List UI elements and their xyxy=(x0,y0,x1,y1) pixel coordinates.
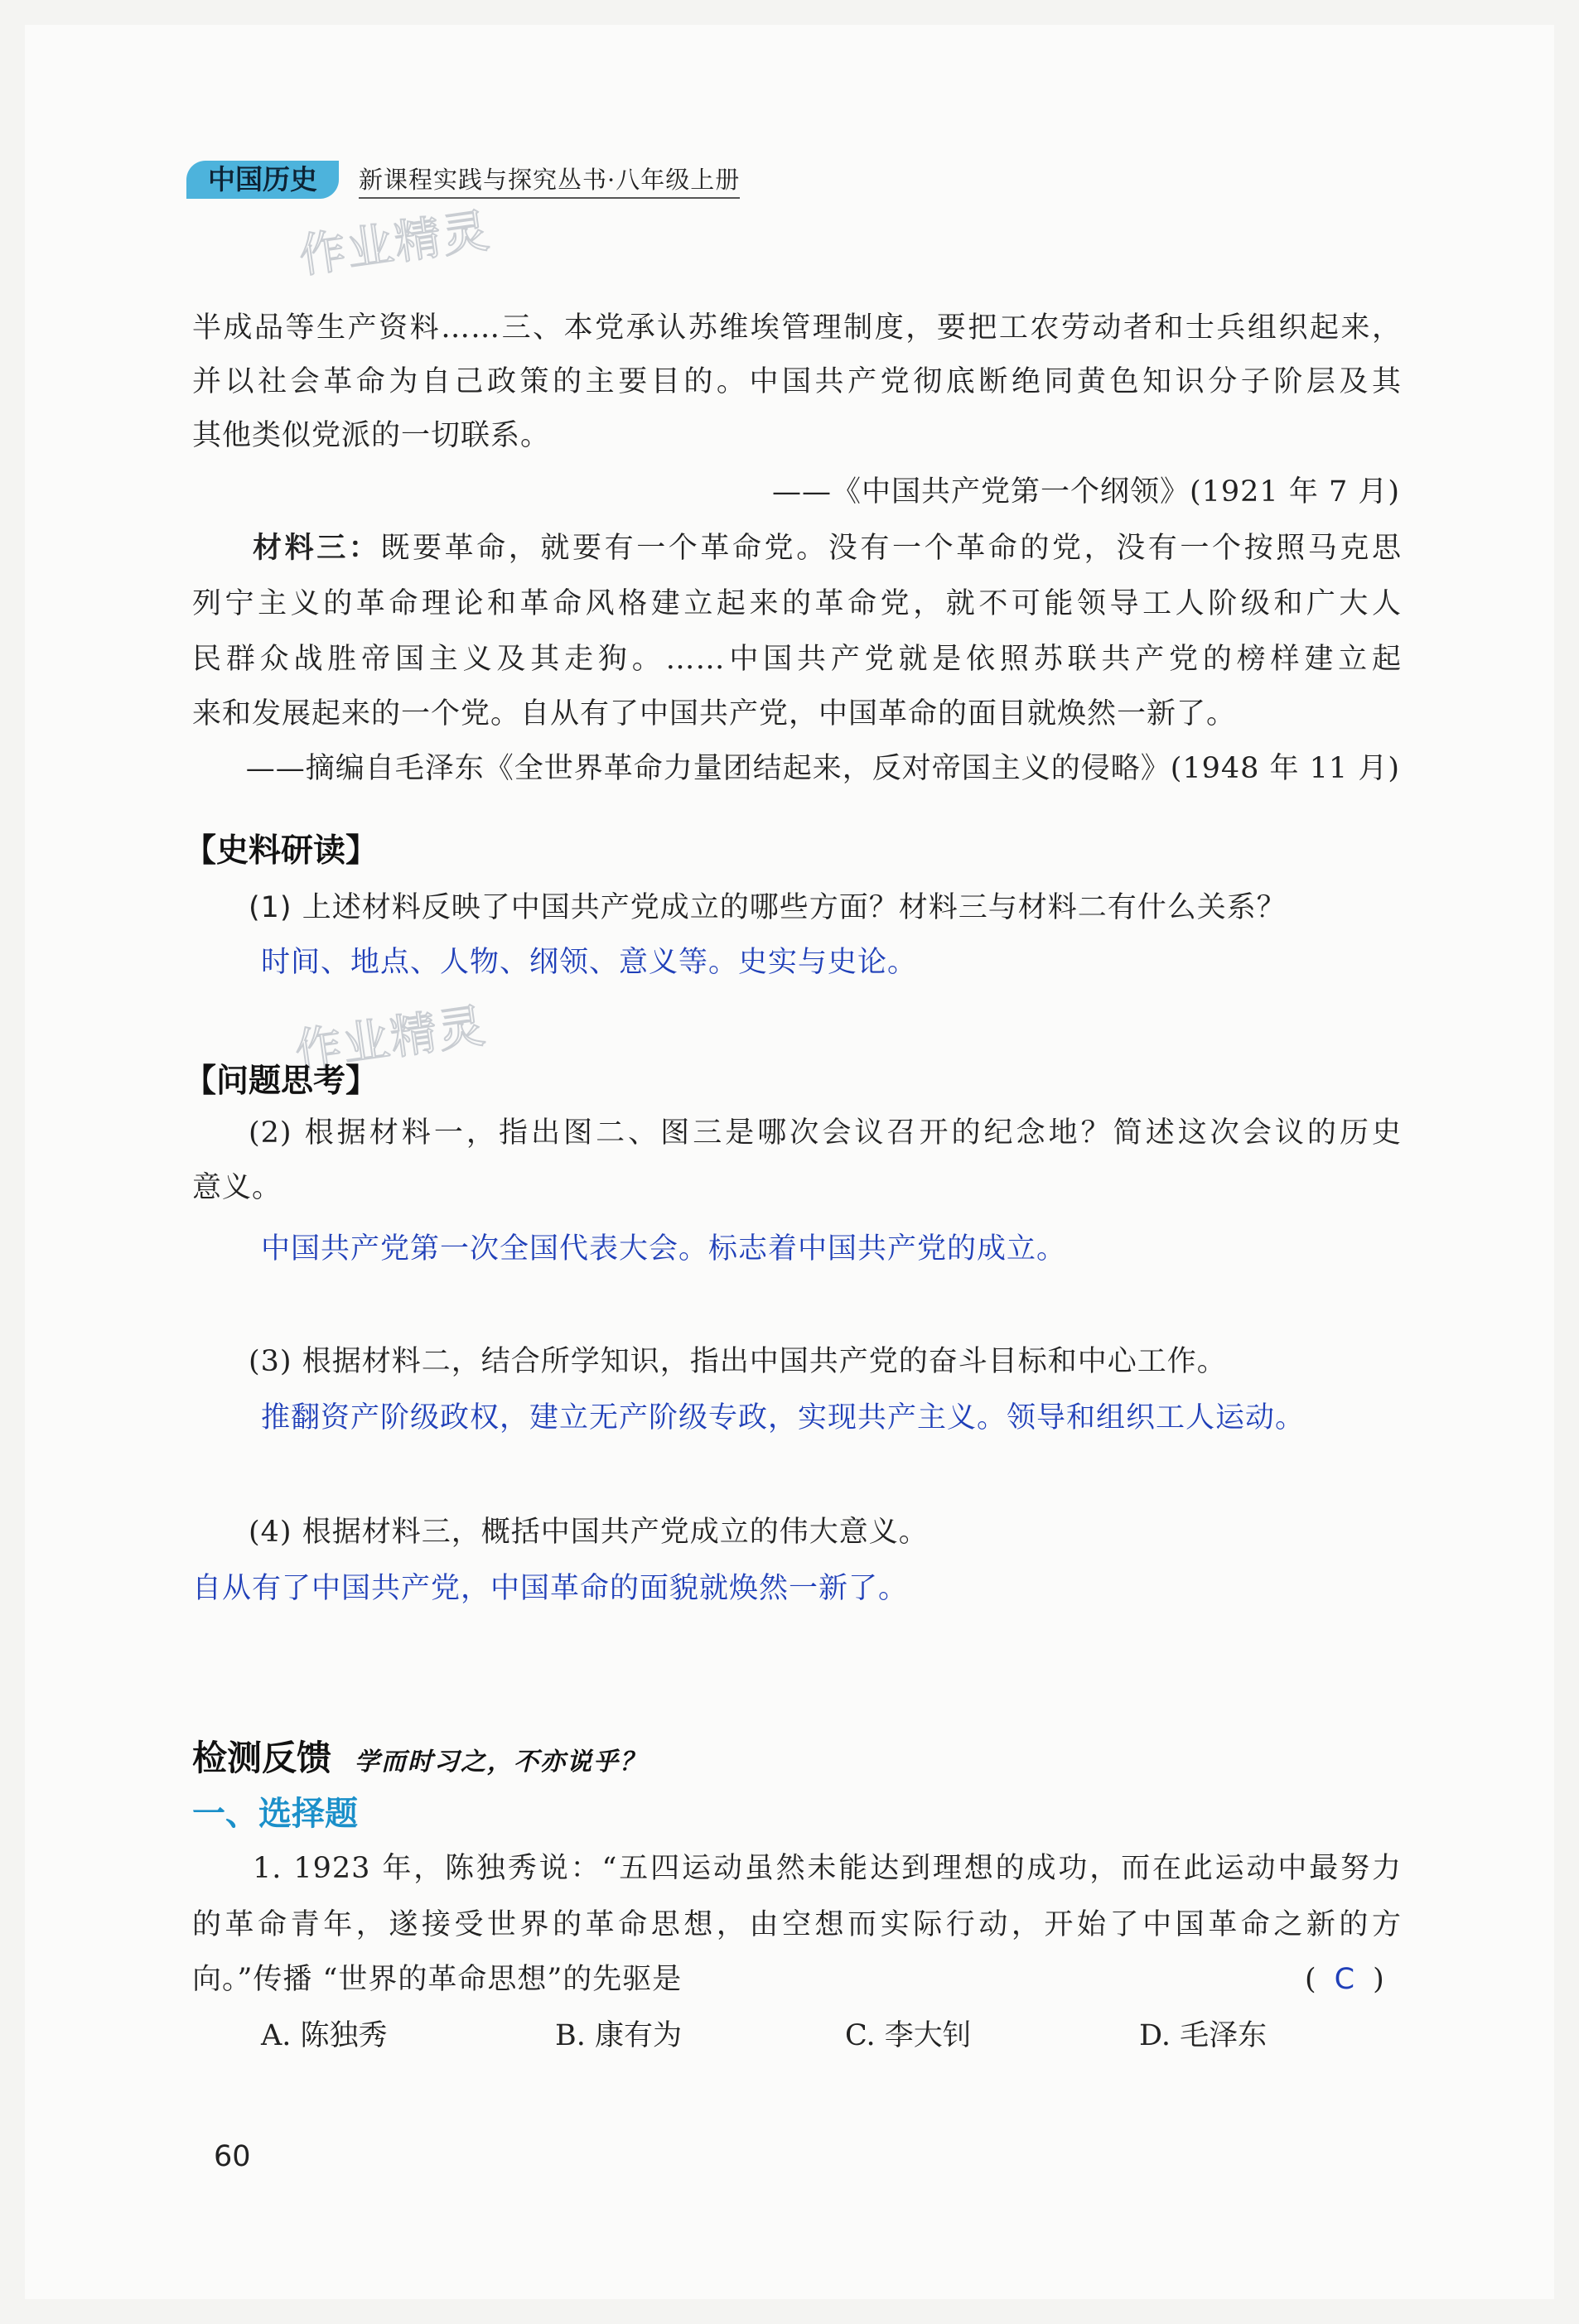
study-heading: 【史料研读】 xyxy=(184,832,379,870)
material2-source: ——《中国共产党第一个纲领》(1921 年 7 月) xyxy=(771,475,1400,509)
material3-line: 材料三：既要革命，就要有一个革命党。没有一个革命的党，没有一个按照马克思 xyxy=(253,532,1402,565)
answer-2: 中国共产党第一次全国代表大会。标志着中国共产党的成立。 xyxy=(261,1232,1067,1266)
question-1: (1) 上述材料反映了中国共产党成立的哪些方面？材料三与材料二有什么关系？ xyxy=(249,891,1287,924)
choice-question-1-cont: 向。”传播 “世界的革命思想”的先驱是 xyxy=(192,1963,683,1996)
choice-question-1-cont: 的革命青年，遂接受世界的革命思想，由空想而实际行动，开始了中国革命之新的方 xyxy=(192,1908,1402,1941)
page-number: 60 xyxy=(214,2140,251,2173)
series-title: 新课程实践与探究丛书·八年级上册 xyxy=(359,162,740,199)
watermark-logo: 作业精灵 xyxy=(292,999,490,1079)
material3-label: 材料三： xyxy=(253,532,381,565)
feedback-heading: 检测反馈 学而时习之，不亦说乎？ xyxy=(192,1738,647,1778)
answer-1: 时间、地点、人物、纲领、意义等。史实与史论。 xyxy=(261,946,918,979)
option-b: B. 康有为 xyxy=(555,2019,682,2052)
feedback-motto: 学而时习之，不亦说乎？ xyxy=(355,1748,647,1777)
answer-4: 自从有了中国共产党，中国革命的面貌就焕然一新了。 xyxy=(192,1572,909,1605)
choice-section-title: 一、选择题 xyxy=(192,1795,358,1833)
option-a: A. 陈独秀 xyxy=(261,2019,388,2052)
thinking-heading: 【问题思考】 xyxy=(184,1063,379,1100)
question-2-cont: 意义。 xyxy=(192,1171,282,1204)
question-2: (2) 根据材料一，指出图二、图三是哪次会议召开的纪念地？简述这次会议的历史 xyxy=(249,1116,1402,1150)
page-header xyxy=(186,156,740,199)
option-d: D. 毛泽东 xyxy=(1139,2019,1268,2052)
question-4: (4) 根据材料三，概括中国共产党成立的伟大意义。 xyxy=(249,1516,929,1549)
subject-badge: 中国历史 xyxy=(186,161,339,199)
material2-line: 半成品等生产资料……三、本党承认苏维埃管理制度，要把工农劳动者和士兵组织起来， xyxy=(192,311,1402,345)
choice-answer: C xyxy=(1334,1963,1355,1996)
material3-line: 列宁主义的革命理论和革命风格建立起来的革命党，就不可能领导工人阶级和广大人 xyxy=(192,587,1402,620)
material2-line: 并以社会革命为自己政策的主要目的。中国共产党彻底断绝同黄色知识分子阶层及其 xyxy=(192,365,1402,398)
material3-line: 来和发展起来的一个党。自从有了中国共产党，中国革命的面目就焕然一新了。 xyxy=(192,697,1237,730)
question-3: (3) 根据材料二，结合所学知识，指出中国共产党的奋斗目标和中心工作。 xyxy=(249,1345,1227,1378)
material3-line: 民群众战胜帝国主义及其走狗。……中国共产党就是依照苏联共产党的榜样建立起 xyxy=(192,643,1402,676)
watermark-logo: 作业精灵 xyxy=(296,204,495,284)
choice-question-1: 1. 1923 年，陈独秀说：“五四运动虽然未能达到理想的成功，而在此运动中最努力 xyxy=(253,1852,1402,1885)
answer-3: 推翻资产阶级政权，建立无产阶级专政，实现共产主义。领导和组织工人运动。 xyxy=(261,1401,1306,1434)
material2-line: 其他类似党派的一切联系。 xyxy=(192,419,551,452)
material3-source: ——摘编自毛泽东《全世界革命力量团结起来，反对帝国主义的侵略》(1948 年 11 月) xyxy=(245,752,1400,785)
option-c: C. 李大钊 xyxy=(845,2019,972,2052)
answer-bracket: ( C ) xyxy=(1305,1963,1384,1996)
